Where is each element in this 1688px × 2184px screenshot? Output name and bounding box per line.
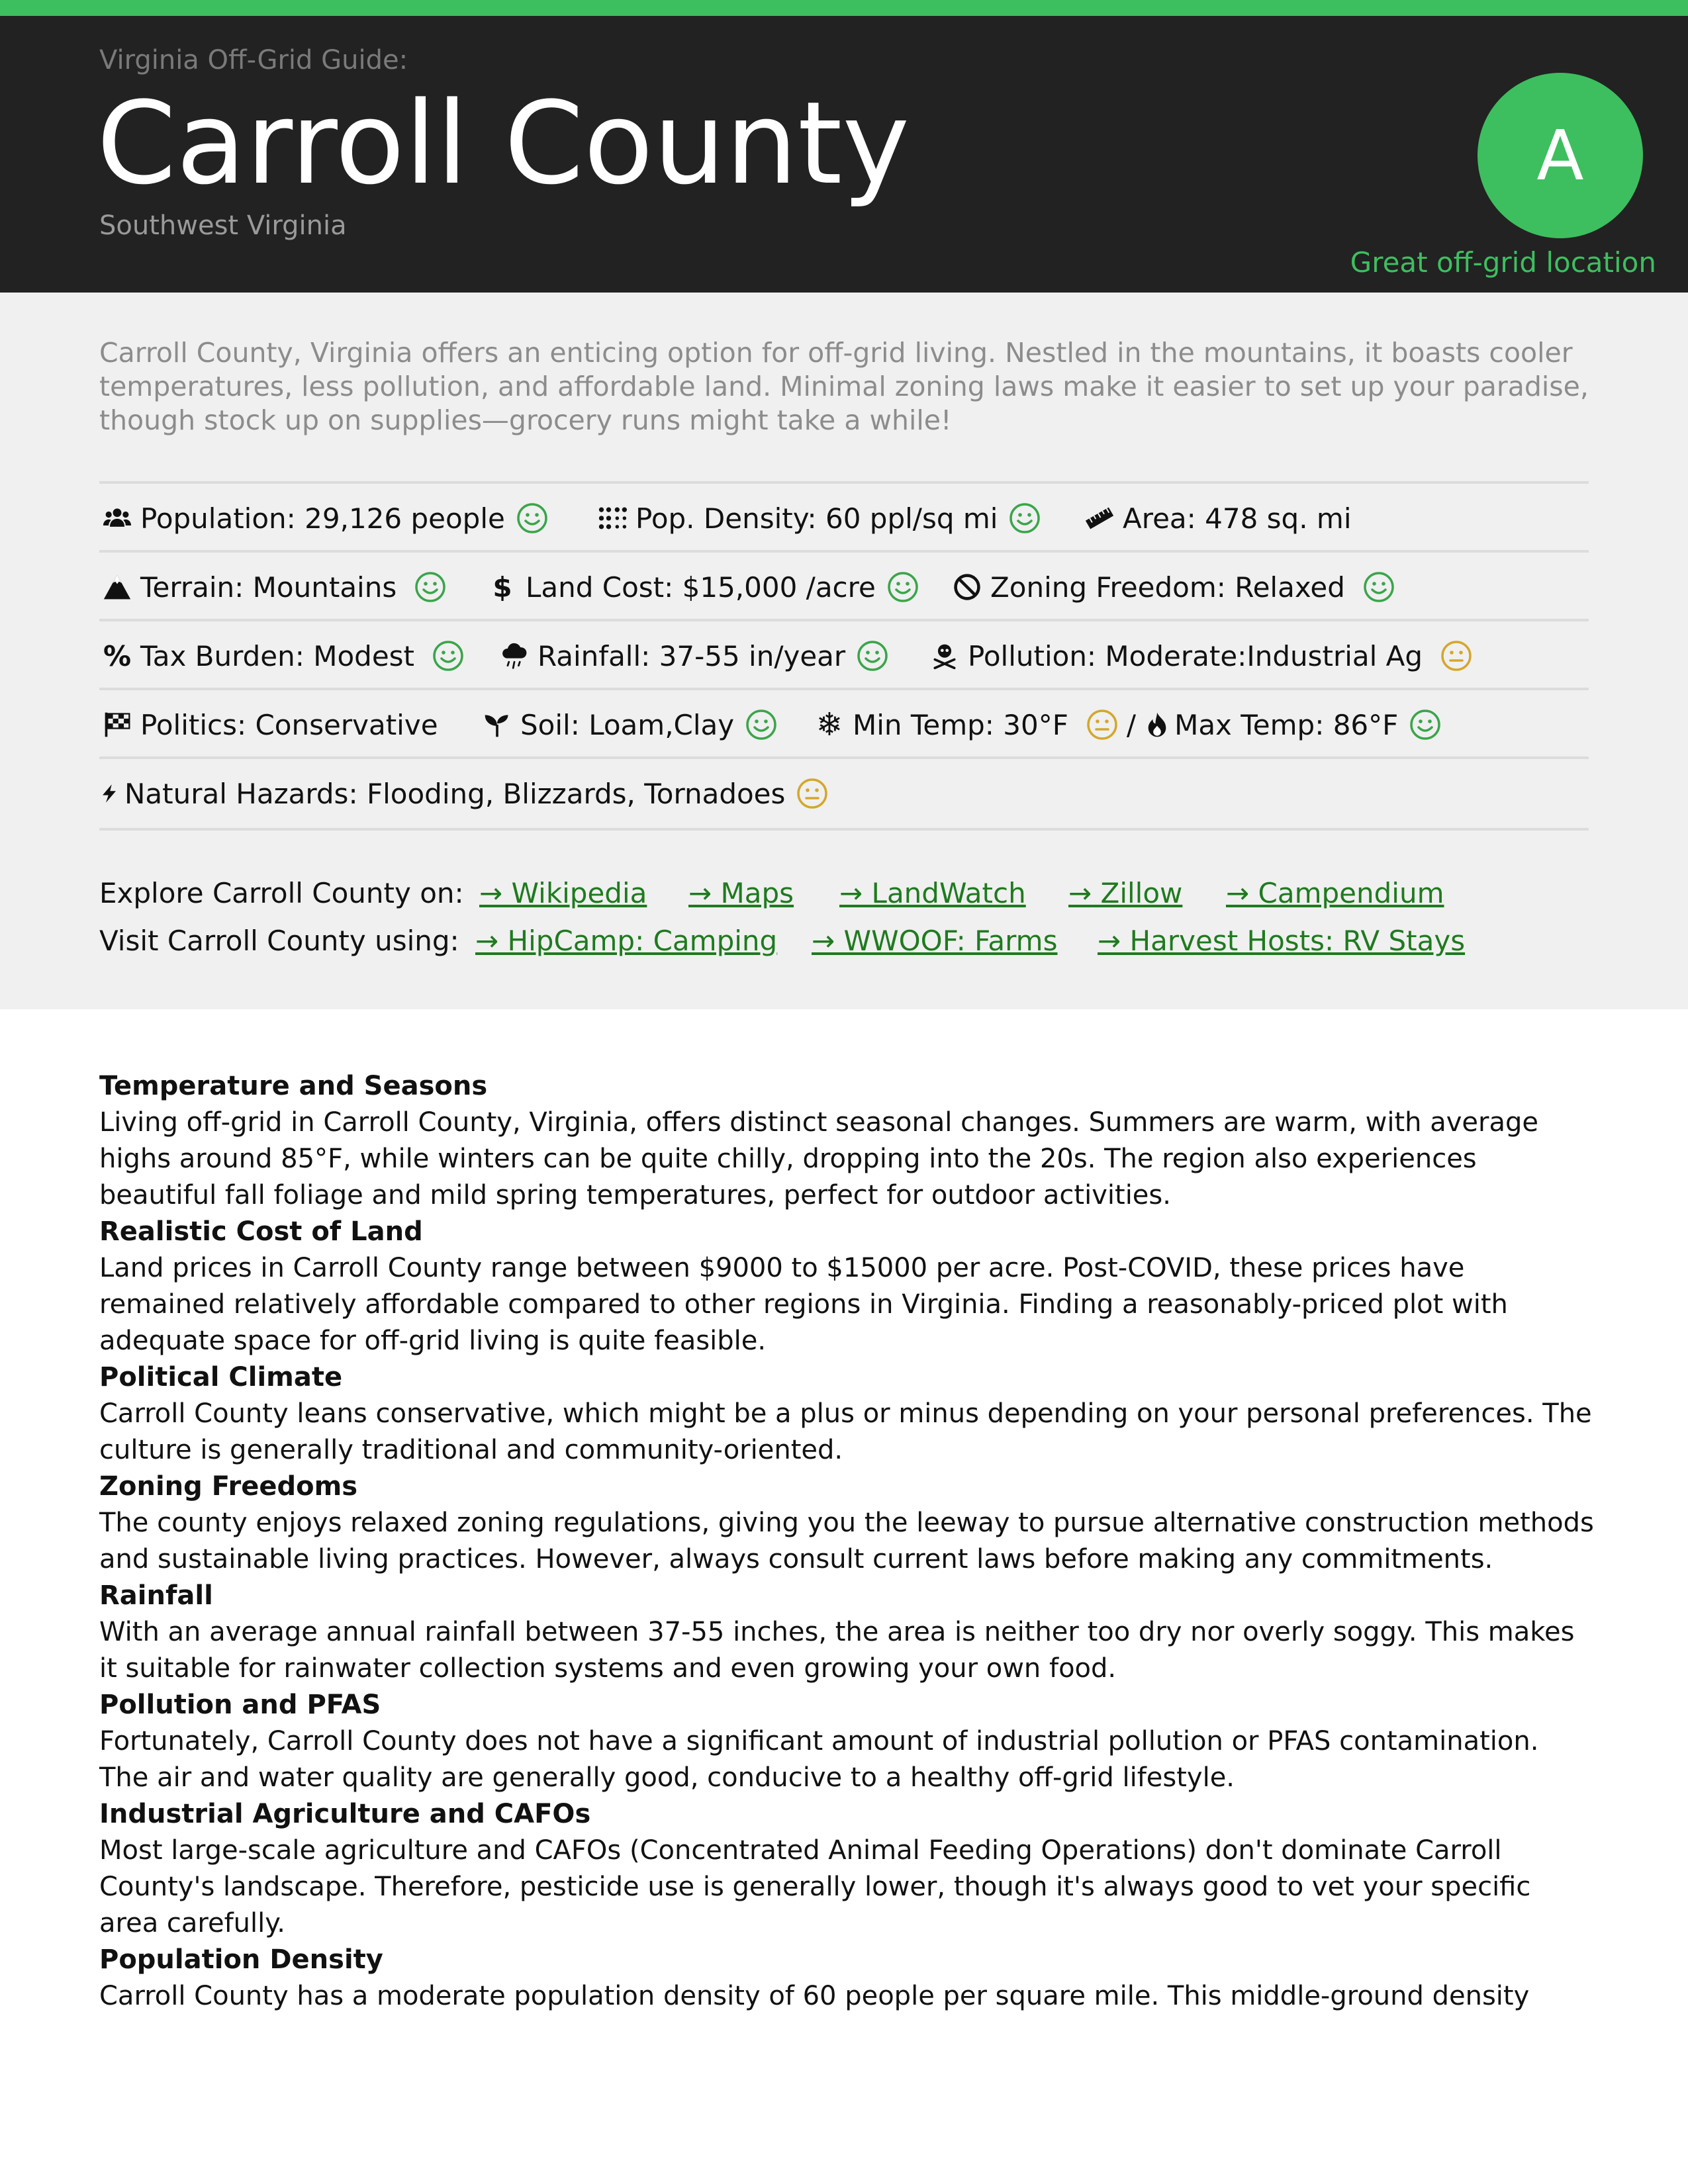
dollar-icon: $ [492, 570, 512, 604]
link-campendium[interactable]: → Campendium [1226, 877, 1444, 909]
stats-row-1 [99, 481, 1589, 553]
explore-links [99, 877, 1444, 909]
section-heading: Population Density [99, 1944, 383, 1975]
section-body: Most large-scale agriculture and CAFOs (Concentrated Animal Feeding Operations) don't dominate Carroll County's landscape. Therefore, pesticide use is generally lower, though it's always good to vet your specific area carefully. [99, 1835, 1531, 1938]
happy-face-icon [432, 639, 465, 672]
region-subtitle: Southwest Virginia [99, 210, 347, 241]
stats-row-4 [99, 688, 1589, 759]
link-wikipedia[interactable]: → Wikipedia [479, 877, 647, 909]
section-heading: Temperature and Seasons [99, 1071, 488, 1101]
link-maps[interactable]: → Maps [688, 877, 794, 909]
mountain-icon [99, 572, 135, 602]
top-accent-bar [0, 0, 1688, 16]
dots-grid-icon [594, 504, 630, 533]
link-harvest-hosts[interactable]: → Harvest Hosts: RV Stays [1098, 925, 1466, 957]
ruler-icon [1082, 504, 1117, 533]
stat-zoning: Zoning Freedom: Relaxed [949, 553, 1395, 621]
link-landwatch[interactable]: → LandWatch [839, 877, 1026, 909]
section-body: Carroll County has a moderate population density of 60 people per square mile. This middle-ground density [99, 1981, 1530, 2011]
guide-supertitle: Virginia Off-Grid Guide: [99, 45, 408, 75]
section-body: Carroll County leans conservative, which might be a plus or minus depending on your personal preferences. The culture is generally traditional and community-oriented. [99, 1398, 1592, 1465]
stats-row-2 [99, 550, 1589, 621]
ban-icon [949, 572, 985, 602]
happy-face-icon [856, 639, 889, 672]
happy-face-icon [516, 502, 549, 535]
stat-rainfall: Rainfall: 37-55 in/year [496, 621, 889, 690]
link-zillow[interactable]: → Zillow [1068, 877, 1183, 909]
visit-label: Visit Carroll County using: [99, 925, 459, 957]
skull-crossbones-icon [927, 641, 962, 670]
section-body: Fortunately, Carroll County does not have a significant amount of industrial pollution or PFAS contamination. The air and water quality are generally good, conducive to a healthy off-grid lifestyle. [99, 1726, 1539, 1793]
stat-tax: % Tax Burden: Modest [99, 621, 465, 690]
section-body: The county enjoys relaxed zoning regulations, giving you the leeway to pursue alternative construction methods and sustainable living practices. However, always consult current laws before making any commitments. [99, 1508, 1594, 1574]
stats-row-5 [99, 756, 1589, 831]
stat-politics: Politics: Conservative [99, 690, 438, 759]
happy-face-icon [1362, 570, 1395, 604]
happy-face-icon [1008, 502, 1041, 535]
link-wwoof[interactable]: → WWOOF: Farms [812, 925, 1058, 957]
section-heading: Rainfall [99, 1580, 213, 1611]
section-body: Living off-grid in Carroll County, Virginia, offers distinct seasonal changes. Summers are warm, with average highs around 85°F, while winters can be quite chilly, dropping into the 20s. The region also experiences beautiful fall foliage and mild spring temperatures, perfect for outdoor activities. [99, 1107, 1538, 1210]
section-heading: Industrial Agriculture and CAFOs [99, 1799, 591, 1829]
temp-separator: / [1126, 708, 1137, 741]
cloud-rain-icon [496, 641, 532, 670]
happy-face-icon [745, 708, 778, 741]
seedling-icon [479, 710, 515, 739]
stat-hazards: Natural Hazards: Flooding, Blizzards, Tornadoes [99, 759, 829, 828]
happy-face-icon [886, 570, 919, 604]
stats-row-3 [99, 619, 1589, 690]
fire-icon [1144, 710, 1170, 739]
snowflake-icon: ❄ [816, 706, 843, 743]
happy-face-icon [414, 570, 447, 604]
percent-icon: % [103, 639, 132, 672]
section-heading: Realistic Cost of Land [99, 1216, 423, 1247]
visit-links [99, 925, 1466, 957]
explore-label: Explore Carroll County on: [99, 877, 464, 909]
article-body [99, 1068, 1595, 2015]
neutral-face-icon [796, 777, 829, 810]
section-heading: Political Climate [99, 1362, 343, 1392]
section-body: With an average annual rainfall between 37-55 inches, the area is neither too dry nor overly soggy. This makes it suitable for rainwater collection systems and even growing your own food. [99, 1617, 1575, 1684]
link-hipcamp[interactable]: → HipCamp: Camping [475, 925, 778, 957]
stat-pollution: Pollution: Moderate:Industrial Ag [927, 621, 1473, 690]
stat-land-cost: $ Land Cost: $15,000 /acre [485, 553, 919, 621]
flag-checkered-icon [99, 710, 135, 739]
page-title: Carroll County [97, 77, 910, 210]
neutral-face-icon [1440, 639, 1473, 672]
stat-population: Population: 29,126 people [99, 484, 549, 553]
section-heading: Zoning Freedoms [99, 1471, 358, 1502]
grade-badge: A [1477, 73, 1643, 238]
bolt-icon [99, 779, 119, 808]
happy-face-icon [1409, 708, 1442, 741]
users-icon [99, 504, 135, 533]
section-heading: Pollution and PFAS [99, 1690, 381, 1720]
intro-paragraph: Carroll County, Virginia offers an enticing option for off-grid living. Nestled in the mountains, it boasts cooler temperatures, less pollution, and affordable land. Minimal zoning laws make it easier to set up your paradise, though stock up on supplies—grocery runs might take a while! [99, 337, 1589, 436]
stat-area: Area: 478 sq. mi [1082, 484, 1352, 553]
stat-density: Pop. Density: 60 ppl/sq mi [594, 484, 1041, 553]
stat-terrain: Terrain: Mountains [99, 553, 447, 621]
stat-soil: Soil: Loam,Clay [479, 690, 778, 759]
section-body: Land prices in Carroll County range between $9000 to $15000 per acre. Post-COVID, these prices have remained relatively affordable compared to other regions in Virginia. Finding a reasonably-priced plot with adequate space for off-grid living is quite feasible. [99, 1253, 1508, 1356]
grade-label: Great off-grid location [1350, 246, 1656, 279]
neutral-face-icon [1086, 708, 1119, 741]
stat-temperature: ❄ Min Temp: 30°F / Max Temp: 86°F [812, 690, 1442, 759]
